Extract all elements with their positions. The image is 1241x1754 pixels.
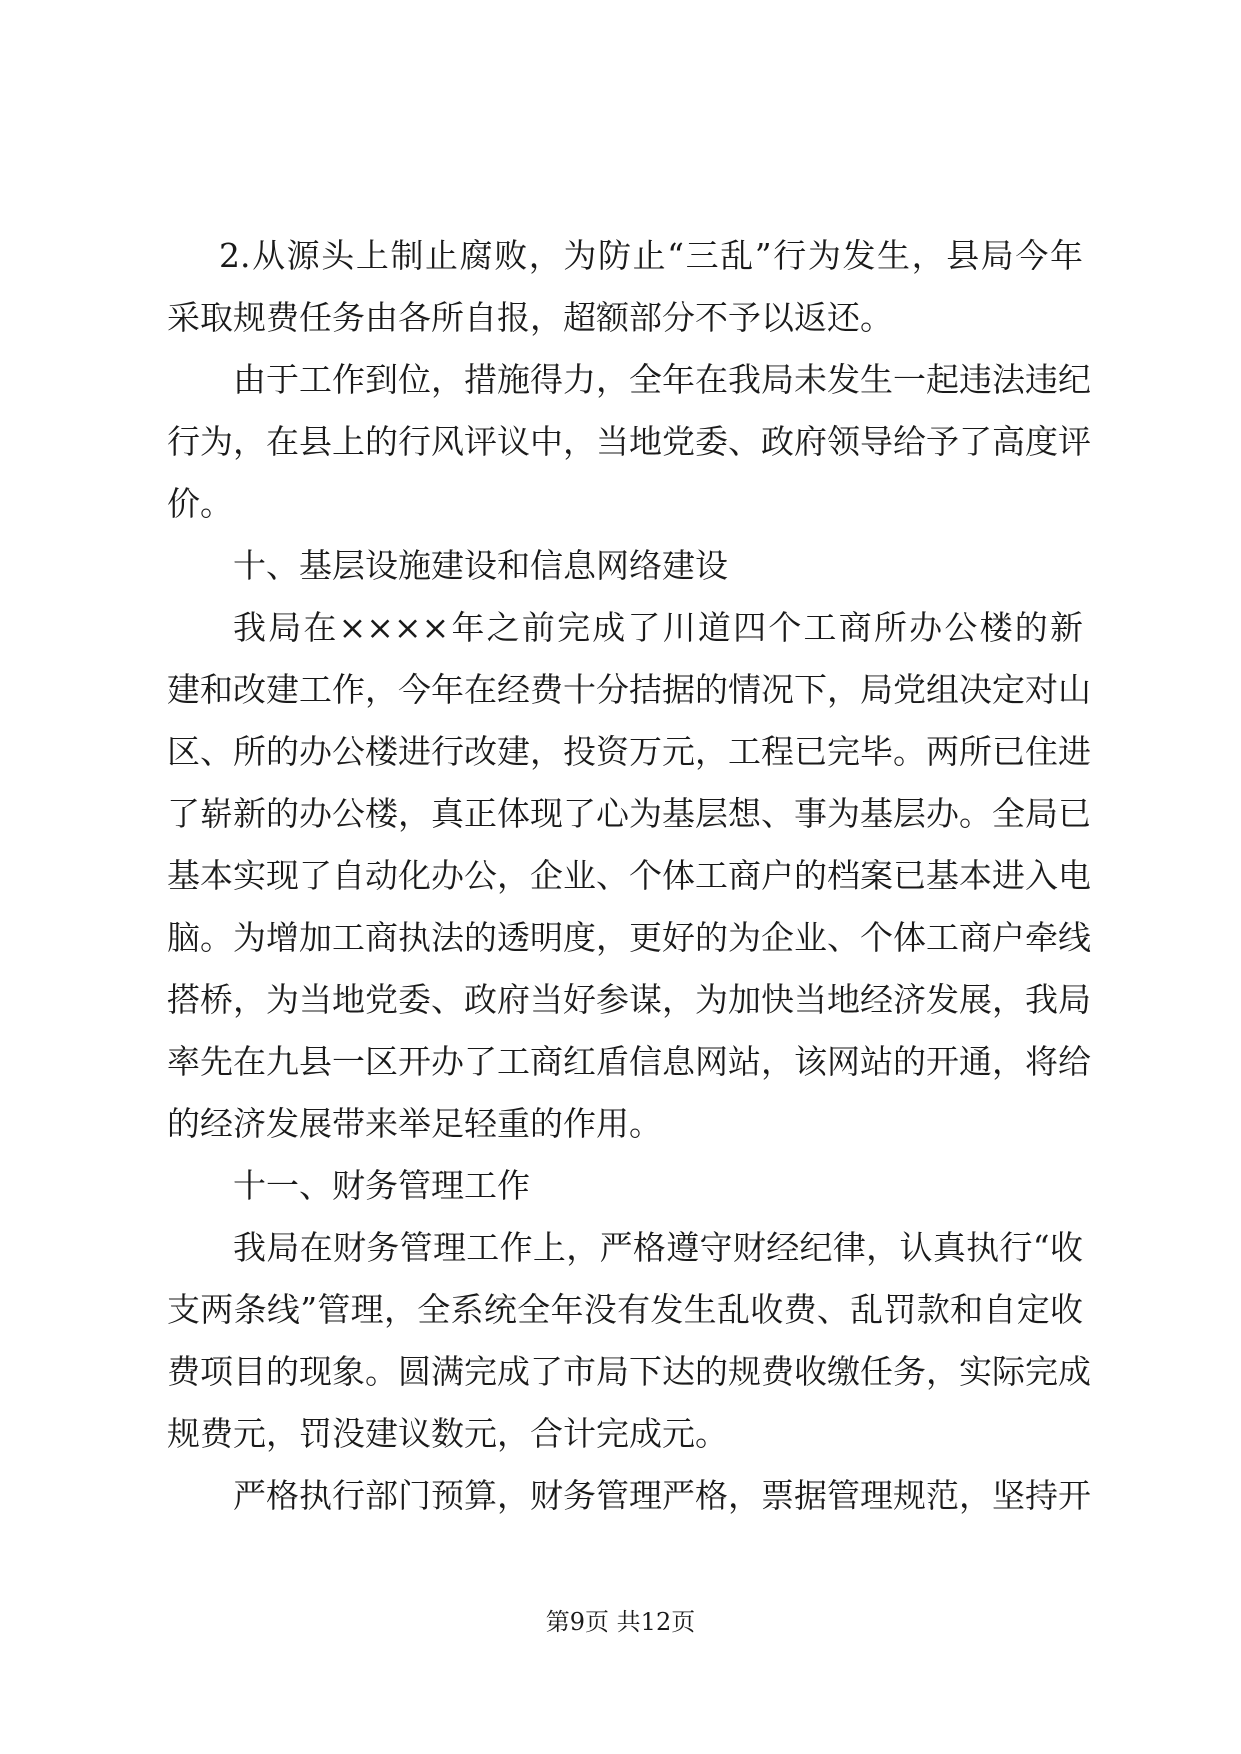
text-line: 费项目的现象。圆满完成了市局下达的规费收缴任务，实际完成 xyxy=(167,1352,1091,1391)
text-line: 我局在财务管理工作上，严格遵守财经纪律，认真执行“收 xyxy=(233,1228,1083,1267)
text-line: 行为，在县上的行风评议中，当地党委、政府领导给予了高度评 xyxy=(167,422,1091,461)
section-heading: 十、基层设施建设和信息网络建设 xyxy=(233,546,728,585)
text-line: 了崭新的办公楼，真正体现了心为基层想、事为基层办。全局已 xyxy=(167,794,1091,833)
text-line: 2.从源头上制止腐败，为防止“三乱”行为发生，县局今年 xyxy=(219,236,1083,275)
text-line: 支两条线”管理，全系统全年没有发生乱收费、乱罚款和自定收 xyxy=(167,1290,1083,1329)
text-line: 基本实现了自动化办公，企业、个体工商户的档案已基本进入电 xyxy=(167,856,1091,895)
text-line: 严格执行部门预算，财务管理严格，票据管理规范，坚持开 xyxy=(233,1476,1091,1515)
text-line: 我局在××××年之前完成了川道四个工商所办公楼的新 xyxy=(233,608,1083,647)
text-line: 区、所的办公楼进行改建，投资万元，工程已完毕。两所已住进 xyxy=(167,732,1091,771)
text-line: 建和改建工作，今年在经费十分拮据的情况下，局党组决定对山 xyxy=(167,670,1091,709)
text-line: 的经济发展带来举足轻重的作用。 xyxy=(167,1104,662,1143)
document-body xyxy=(167,225,1091,1527)
page-number-footer: 第9页 共12页 xyxy=(545,1608,696,1636)
text-line: 由于工作到位，措施得力，全年在我局未发生一起违法违纪 xyxy=(233,360,1091,399)
text-line: 脑。为增加工商执法的透明度，更好的为企业、个体工商户牵线 xyxy=(167,918,1091,957)
text-line: 价。 xyxy=(167,484,233,523)
section-heading: 十一、财务管理工作 xyxy=(233,1166,530,1205)
text-line: 采取规费任务由各所自报，超额部分不予以返还。 xyxy=(167,298,893,337)
text-line: 搭桥，为当地党委、政府当好参谋，为加快当地经济发展，我局 xyxy=(167,980,1091,1019)
text-line: 规费元，罚没建议数元，合计完成元。 xyxy=(167,1414,728,1453)
text-line: 率先在九县一区开办了工商红盾信息网站，该网站的开通，将给 xyxy=(167,1042,1091,1081)
